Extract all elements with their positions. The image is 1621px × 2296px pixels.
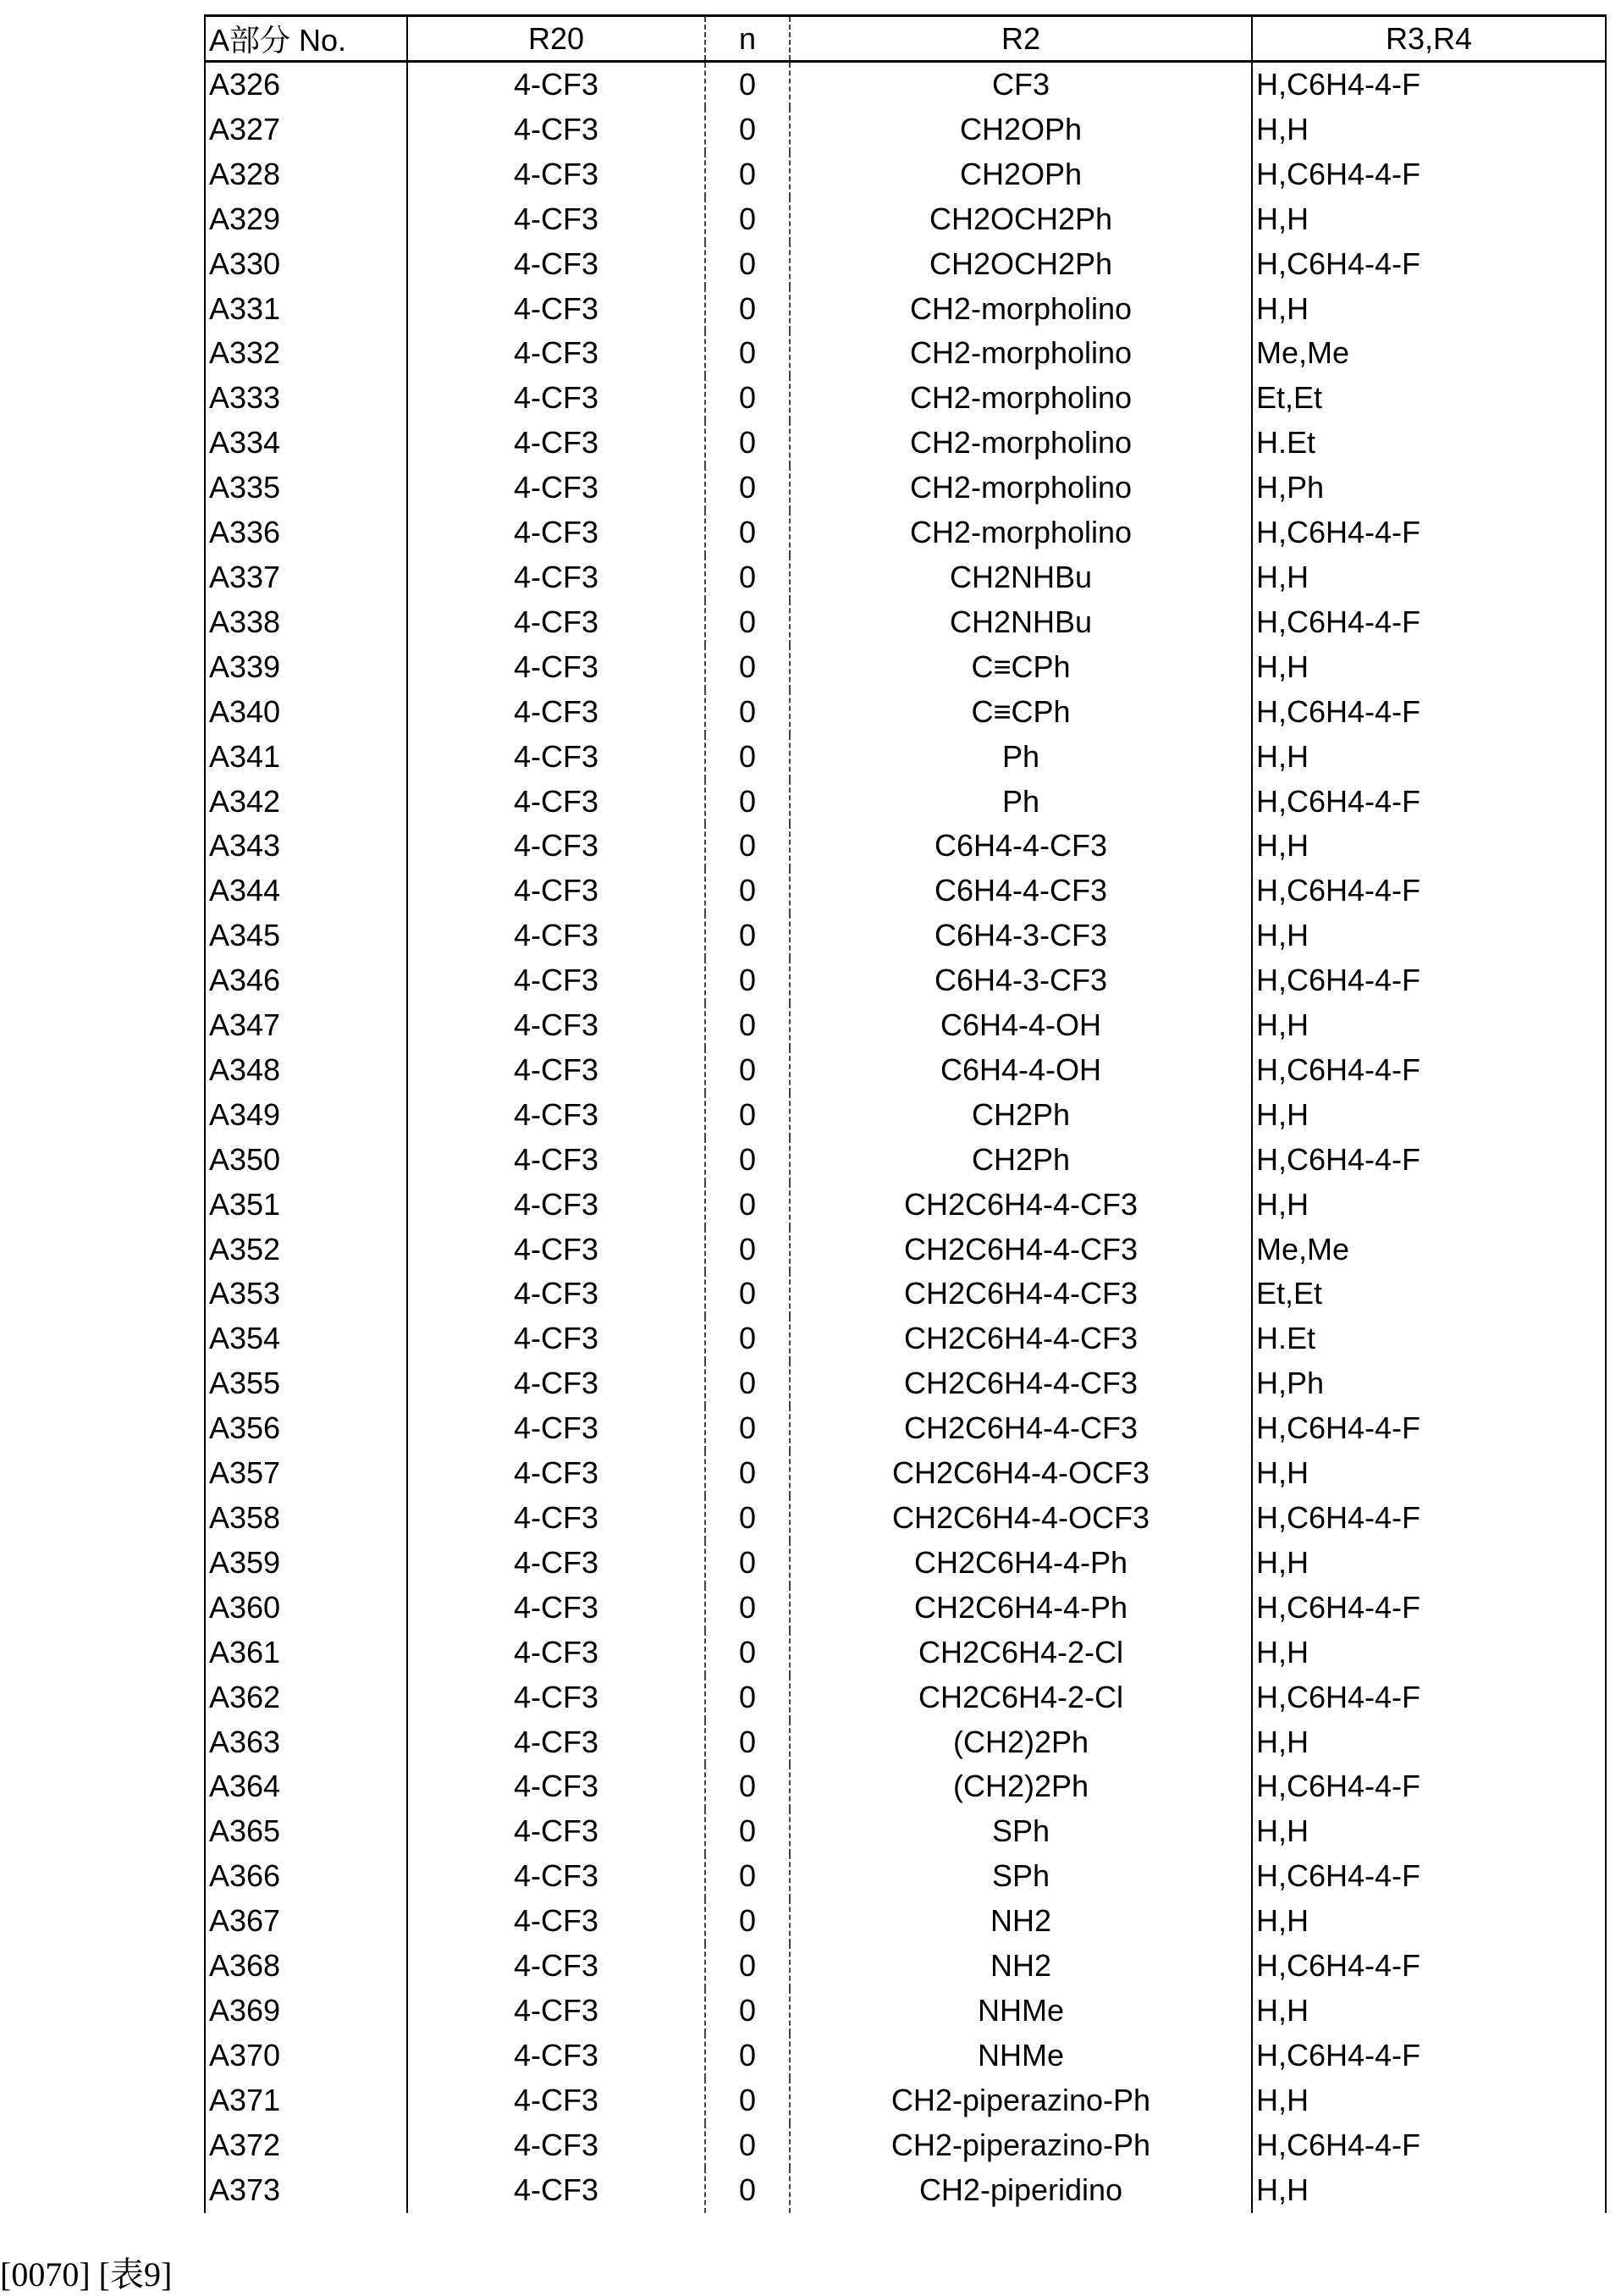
cell-r20: 4-CF3 (407, 824, 705, 869)
table-row (205, 1138, 1606, 1183)
cell-r3-r4: Et,Et (1252, 1272, 1606, 1316)
cell-a-part-no: A335 (205, 466, 407, 511)
table-row (205, 824, 1606, 869)
cell-r3-r4: Et,Et (1252, 376, 1606, 421)
cell-r2: CH2NHBu (790, 600, 1252, 645)
cell-r3-r4: H,H (1252, 108, 1606, 152)
cell-r2: C6H4-4-OH (790, 1048, 1252, 1093)
cell-n: 0 (705, 780, 790, 825)
cell-a-part-no: A343 (205, 824, 407, 869)
table-row (205, 735, 1606, 780)
cell-n: 0 (705, 1809, 790, 1854)
cell-r2: Ph (790, 735, 1252, 780)
cell-r2: CH2C6H4-4-CF3 (790, 1228, 1252, 1272)
cell-r20: 4-CF3 (407, 287, 705, 332)
cell-r2: CH2C6H4-4-CF3 (790, 1316, 1252, 1361)
cell-r20: 4-CF3 (407, 1361, 705, 1406)
cell-r3-r4: H,C6H4-4-F (1252, 1048, 1606, 1093)
cell-n: 0 (705, 1586, 790, 1631)
cell-a-part-no: A326 (205, 62, 407, 108)
cell-a-part-no: A339 (205, 645, 407, 690)
table-row (205, 1989, 1606, 2034)
cell-r2: CH2Ph (790, 1138, 1252, 1183)
cell-r3-r4: H,C6H4-4-F (1252, 958, 1606, 1003)
cell-a-part-no: A350 (205, 1138, 407, 1183)
cell-r20: 4-CF3 (407, 645, 705, 690)
cell-a-part-no: A338 (205, 600, 407, 645)
cell-n: 0 (705, 735, 790, 780)
cell-n: 0 (705, 2168, 790, 2213)
cell-n: 0 (705, 331, 790, 376)
cell-r3-r4: H,H (1252, 555, 1606, 600)
cell-r3-r4: H,C6H4-4-F (1252, 511, 1606, 555)
cell-n: 0 (705, 645, 790, 690)
cell-a-part-no: A351 (205, 1183, 407, 1228)
cell-r3-r4: H,H (1252, 2078, 1606, 2123)
cell-r2: (CH2)2Ph (790, 1764, 1252, 1809)
cell-n: 0 (705, 1631, 790, 1675)
cell-n: 0 (705, 1183, 790, 1228)
table-row (205, 1406, 1606, 1451)
table-row (205, 1272, 1606, 1316)
cell-r20: 4-CF3 (407, 1809, 705, 1854)
cell-r2: CH2OCH2Ph (790, 197, 1252, 242)
cell-r2: CH2-morpholino (790, 331, 1252, 376)
cell-r20: 4-CF3 (407, 421, 705, 466)
cell-r2: C6H4-4-CF3 (790, 824, 1252, 869)
cell-r3-r4: H,C6H4-4-F (1252, 2123, 1606, 2168)
cell-r2: (CH2)2Ph (790, 1720, 1252, 1765)
cell-a-part-no: A366 (205, 1854, 407, 1899)
cell-n: 0 (705, 1316, 790, 1361)
cell-r2: SPh (790, 1809, 1252, 1854)
cell-r3-r4: Me,Me (1252, 331, 1606, 376)
table-row (205, 1675, 1606, 1720)
header-a-part-no: A部分 No. (205, 16, 407, 62)
cell-r2: CH2OPh (790, 108, 1252, 152)
cell-r2: CH2-piperazino-Ph (790, 2123, 1252, 2168)
cell-n: 0 (705, 1764, 790, 1809)
table-row (205, 2078, 1606, 2123)
cell-a-part-no: A369 (205, 1989, 407, 2034)
cell-r3-r4: H,C6H4-4-F (1252, 1944, 1606, 1989)
cell-r2: CH2C6H4-2-Cl (790, 1631, 1252, 1675)
cell-n: 0 (705, 376, 790, 421)
cell-r3-r4: H,H (1252, 1541, 1606, 1586)
cell-n: 0 (705, 1675, 790, 1720)
cell-r3-r4: H,H (1252, 1003, 1606, 1048)
cell-r20: 4-CF3 (407, 1048, 705, 1093)
cell-a-part-no: A345 (205, 913, 407, 958)
cell-r20: 4-CF3 (407, 2078, 705, 2123)
cell-r3-r4: H,C6H4-4-F (1252, 1406, 1606, 1451)
table-row (205, 690, 1606, 735)
cell-a-part-no: A357 (205, 1451, 407, 1496)
cell-r3-r4: H,Ph (1252, 466, 1606, 511)
cell-a-part-no: A361 (205, 1631, 407, 1675)
cell-r3-r4: H,C6H4-4-F (1252, 62, 1606, 108)
table-row (205, 958, 1606, 1003)
cell-r3-r4: H,C6H4-4-F (1252, 1496, 1606, 1541)
cell-n: 0 (705, 242, 790, 287)
cell-r3-r4: H,H (1252, 1451, 1606, 1496)
table-reference: [表9] (99, 2255, 173, 2293)
cell-r20: 4-CF3 (407, 466, 705, 511)
table-row (205, 1361, 1606, 1406)
table-row (205, 1048, 1606, 1093)
cell-r20: 4-CF3 (407, 197, 705, 242)
cell-a-part-no: A340 (205, 690, 407, 735)
cell-r3-r4: H,H (1252, 197, 1606, 242)
table-row (205, 555, 1606, 600)
cell-a-part-no: A348 (205, 1048, 407, 1093)
cell-r3-r4: H,C6H4-4-F (1252, 1854, 1606, 1899)
cell-r2: CH2C6H4-4-CF3 (790, 1406, 1252, 1451)
cell-r20: 4-CF3 (407, 958, 705, 1003)
table-row (205, 1899, 1606, 1944)
cell-r20: 4-CF3 (407, 1944, 705, 1989)
cell-n: 0 (705, 197, 790, 242)
table-header-row (205, 16, 1606, 62)
cell-a-part-no: A362 (205, 1675, 407, 1720)
cell-r20: 4-CF3 (407, 511, 705, 555)
cell-a-part-no: A333 (205, 376, 407, 421)
cell-r20: 4-CF3 (407, 869, 705, 913)
table-row (205, 1764, 1606, 1809)
cell-r20: 4-CF3 (407, 735, 705, 780)
table-row (205, 2168, 1606, 2213)
cell-r2: CH2-morpholino (790, 511, 1252, 555)
cell-r20: 4-CF3 (407, 1272, 705, 1316)
cell-n: 0 (705, 1138, 790, 1183)
cell-r3-r4: H,C6H4-4-F (1252, 1586, 1606, 1631)
cell-n: 0 (705, 466, 790, 511)
table-row (205, 869, 1606, 913)
cell-n: 0 (705, 1093, 790, 1138)
cell-r20: 4-CF3 (407, 600, 705, 645)
cell-r20: 4-CF3 (407, 2168, 705, 2213)
compound-table (204, 14, 1607, 2213)
cell-r3-r4: H,H (1252, 645, 1606, 690)
cell-n: 0 (705, 108, 790, 152)
cell-n: 0 (705, 1228, 790, 1272)
cell-r3-r4: H,H (1252, 824, 1606, 869)
cell-r2: CH2C6H4-4-OCF3 (790, 1496, 1252, 1541)
header-r2: R2 (790, 16, 1252, 62)
table-row (205, 1586, 1606, 1631)
table-row (205, 62, 1606, 108)
cell-a-part-no: A349 (205, 1093, 407, 1138)
cell-a-part-no: A367 (205, 1899, 407, 1944)
cell-r20: 4-CF3 (407, 1316, 705, 1361)
cell-r20: 4-CF3 (407, 1406, 705, 1451)
table-row (205, 913, 1606, 958)
table-row (205, 376, 1606, 421)
cell-r20: 4-CF3 (407, 331, 705, 376)
cell-r3-r4: H,H (1252, 1720, 1606, 1765)
cell-r2: NH2 (790, 1899, 1252, 1944)
cell-r3-r4: H,C6H4-4-F (1252, 1138, 1606, 1183)
cell-r3-r4: H,C6H4-4-F (1252, 242, 1606, 287)
cell-r2: CH2-morpholino (790, 421, 1252, 466)
cell-n: 0 (705, 2078, 790, 2123)
cell-r3-r4: H,Ph (1252, 1361, 1606, 1406)
cell-a-part-no: A337 (205, 555, 407, 600)
cell-n: 0 (705, 1854, 790, 1899)
cell-r20: 4-CF3 (407, 1496, 705, 1541)
cell-r2: NHMe (790, 2034, 1252, 2078)
table-row (205, 108, 1606, 152)
cell-r2: NHMe (790, 1989, 1252, 2034)
cell-n: 0 (705, 2123, 790, 2168)
table-row (205, 1183, 1606, 1228)
table-row (205, 2123, 1606, 2168)
cell-r20: 4-CF3 (407, 1183, 705, 1228)
cell-n: 0 (705, 600, 790, 645)
cell-n: 0 (705, 1541, 790, 1586)
cell-r2: C6H4-4-CF3 (790, 869, 1252, 913)
table-row (205, 197, 1606, 242)
cell-n: 0 (705, 1451, 790, 1496)
cell-r3-r4: Me,Me (1252, 1228, 1606, 1272)
cell-r2: CF3 (790, 62, 1252, 108)
cell-r20: 4-CF3 (407, 1586, 705, 1631)
table-row (205, 2034, 1606, 2078)
cell-r2: Ph (790, 780, 1252, 825)
cell-a-part-no: A328 (205, 152, 407, 197)
cell-a-part-no: A347 (205, 1003, 407, 1048)
table-row (205, 1316, 1606, 1361)
cell-a-part-no: A372 (205, 2123, 407, 2168)
cell-r20: 4-CF3 (407, 555, 705, 600)
cell-r3-r4: H,C6H4-4-F (1252, 2034, 1606, 2078)
cell-r2: CH2-piperazino-Ph (790, 2078, 1252, 2123)
cell-r20: 4-CF3 (407, 1720, 705, 1765)
cell-r3-r4: H,C6H4-4-F (1252, 1764, 1606, 1809)
cell-n: 0 (705, 1361, 790, 1406)
table-row (205, 511, 1606, 555)
cell-r2: C≡CPh (790, 645, 1252, 690)
cell-a-part-no: A329 (205, 197, 407, 242)
cell-n: 0 (705, 287, 790, 332)
cell-r20: 4-CF3 (407, 1541, 705, 1586)
cell-n: 0 (705, 421, 790, 466)
table-row (205, 1496, 1606, 1541)
cell-a-part-no: A363 (205, 1720, 407, 1765)
cell-n: 0 (705, 958, 790, 1003)
cell-r20: 4-CF3 (407, 690, 705, 735)
cell-r3-r4: H,H (1252, 1899, 1606, 1944)
table-row (205, 152, 1606, 197)
cell-r2: C6H4-3-CF3 (790, 913, 1252, 958)
cell-a-part-no: A342 (205, 780, 407, 825)
table-body (205, 62, 1606, 2213)
table-row (205, 1809, 1606, 1854)
table-row (205, 1944, 1606, 1989)
cell-r3-r4: H,C6H4-4-F (1252, 869, 1606, 913)
cell-n: 0 (705, 2034, 790, 2078)
cell-a-part-no: A346 (205, 958, 407, 1003)
cell-r2: C6H4-3-CF3 (790, 958, 1252, 1003)
cell-r3-r4: H,C6H4-4-F (1252, 1675, 1606, 1720)
cell-a-part-no: A356 (205, 1406, 407, 1451)
cell-n: 0 (705, 913, 790, 958)
table-row (205, 1631, 1606, 1675)
cell-r3-r4: H,H (1252, 1093, 1606, 1138)
cell-r2: CH2NHBu (790, 555, 1252, 600)
cell-a-part-no: A364 (205, 1764, 407, 1809)
cell-r3-r4: H,H (1252, 1183, 1606, 1228)
cell-n: 0 (705, 1003, 790, 1048)
cell-r20: 4-CF3 (407, 913, 705, 958)
table-row (205, 1228, 1606, 1272)
cell-r2: SPh (790, 1854, 1252, 1899)
cell-a-part-no: A354 (205, 1316, 407, 1361)
cell-r2: CH2Ph (790, 1093, 1252, 1138)
cell-a-part-no: A334 (205, 421, 407, 466)
table-row (205, 645, 1606, 690)
header-r20: R20 (407, 16, 705, 62)
paragraph-number: [0070] (0, 2255, 91, 2293)
table-row (205, 331, 1606, 376)
cell-r20: 4-CF3 (407, 1138, 705, 1183)
table-row (205, 1451, 1606, 1496)
cell-r2: CH2C6H4-4-CF3 (790, 1361, 1252, 1406)
cell-r20: 4-CF3 (407, 2123, 705, 2168)
table-row (205, 600, 1606, 645)
cell-n: 0 (705, 1272, 790, 1316)
cell-a-part-no: A327 (205, 108, 407, 152)
cell-r3-r4: H,C6H4-4-F (1252, 600, 1606, 645)
table-row (205, 1720, 1606, 1765)
cell-r20: 4-CF3 (407, 242, 705, 287)
cell-r20: 4-CF3 (407, 1003, 705, 1048)
cell-r2: CH2C6H4-2-Cl (790, 1675, 1252, 1720)
cell-r20: 4-CF3 (407, 1228, 705, 1272)
cell-r3-r4: H,H (1252, 1809, 1606, 1854)
cell-r2: CH2C6H4-4-OCF3 (790, 1451, 1252, 1496)
table-row (205, 780, 1606, 825)
cell-r2: CH2-piperidino (790, 2168, 1252, 2213)
cell-a-part-no: A360 (205, 1586, 407, 1631)
cell-r3-r4: H,H (1252, 287, 1606, 332)
table-row (205, 287, 1606, 332)
cell-r2: C6H4-4-OH (790, 1003, 1252, 1048)
cell-a-part-no: A355 (205, 1361, 407, 1406)
cell-r2: CH2C6H4-4-Ph (790, 1541, 1252, 1586)
cell-a-part-no: A370 (205, 2034, 407, 2078)
cell-n: 0 (705, 1496, 790, 1541)
cell-n: 0 (705, 1899, 790, 1944)
cell-r2: NH2 (790, 1944, 1252, 1989)
header-r3-r4: R3,R4 (1252, 16, 1606, 62)
cell-n: 0 (705, 511, 790, 555)
cell-a-part-no: A330 (205, 242, 407, 287)
cell-a-part-no: A332 (205, 331, 407, 376)
cell-n: 0 (705, 869, 790, 913)
cell-a-part-no: A368 (205, 1944, 407, 1989)
cell-r20: 4-CF3 (407, 62, 705, 108)
cell-n: 0 (705, 62, 790, 108)
cell-a-part-no: A371 (205, 2078, 407, 2123)
cell-r20: 4-CF3 (407, 2034, 705, 2078)
cell-n: 0 (705, 555, 790, 600)
cell-r2: C≡CPh (790, 690, 1252, 735)
cell-r20: 4-CF3 (407, 1675, 705, 1720)
cell-r20: 4-CF3 (407, 1854, 705, 1899)
cell-r3-r4: H.Et (1252, 421, 1606, 466)
cell-n: 0 (705, 1989, 790, 2034)
table-row (205, 1003, 1606, 1048)
cell-r3-r4: H,H (1252, 913, 1606, 958)
cell-r20: 4-CF3 (407, 1451, 705, 1496)
cell-a-part-no: A373 (205, 2168, 407, 2213)
cell-r2: CH2-morpholino (790, 376, 1252, 421)
table-row (205, 1541, 1606, 1586)
cell-r2: CH2-morpholino (790, 466, 1252, 511)
cell-a-part-no: A341 (205, 735, 407, 780)
cell-a-part-no: A344 (205, 869, 407, 913)
cell-n: 0 (705, 1720, 790, 1765)
cell-a-part-no: A352 (205, 1228, 407, 1272)
cell-r3-r4: H,H (1252, 735, 1606, 780)
cell-r3-r4: H,C6H4-4-F (1252, 152, 1606, 197)
cell-a-part-no: A353 (205, 1272, 407, 1316)
cell-r3-r4: H,H (1252, 1989, 1606, 2034)
cell-a-part-no: A336 (205, 511, 407, 555)
cell-n: 0 (705, 152, 790, 197)
cell-r2: CH2C6H4-4-CF3 (790, 1272, 1252, 1316)
table-row (205, 466, 1606, 511)
table-row (205, 242, 1606, 287)
cell-r20: 4-CF3 (407, 1764, 705, 1809)
cell-r20: 4-CF3 (407, 1989, 705, 2034)
cell-n: 0 (705, 824, 790, 869)
cell-r3-r4: H.Et (1252, 1316, 1606, 1361)
cell-r2: CH2OCH2Ph (790, 242, 1252, 287)
cell-a-part-no: A331 (205, 287, 407, 332)
cell-r2: CH2OPh (790, 152, 1252, 197)
table-row (205, 421, 1606, 466)
cell-r3-r4: H,C6H4-4-F (1252, 690, 1606, 735)
cell-n: 0 (705, 690, 790, 735)
table-row (205, 1093, 1606, 1138)
cell-n: 0 (705, 1048, 790, 1093)
cell-n: 0 (705, 1406, 790, 1451)
footer-caption (0, 2248, 172, 2296)
cell-r20: 4-CF3 (407, 152, 705, 197)
cell-r20: 4-CF3 (407, 376, 705, 421)
cell-r3-r4: H,C6H4-4-F (1252, 780, 1606, 825)
cell-r2: CH2C6H4-4-Ph (790, 1586, 1252, 1631)
cell-a-part-no: A359 (205, 1541, 407, 1586)
table-row (205, 1854, 1606, 1899)
cell-r20: 4-CF3 (407, 1899, 705, 1944)
cell-r3-r4: H,H (1252, 2168, 1606, 2213)
cell-r20: 4-CF3 (407, 1093, 705, 1138)
cell-a-part-no: A365 (205, 1809, 407, 1854)
cell-r20: 4-CF3 (407, 1631, 705, 1675)
cell-r2: CH2C6H4-4-CF3 (790, 1183, 1252, 1228)
header-n: n (705, 16, 790, 62)
cell-n: 0 (705, 1944, 790, 1989)
cell-r3-r4: H,H (1252, 1631, 1606, 1675)
cell-r20: 4-CF3 (407, 108, 705, 152)
cell-r20: 4-CF3 (407, 780, 705, 825)
cell-r2: CH2-morpholino (790, 287, 1252, 332)
cell-a-part-no: A358 (205, 1496, 407, 1541)
